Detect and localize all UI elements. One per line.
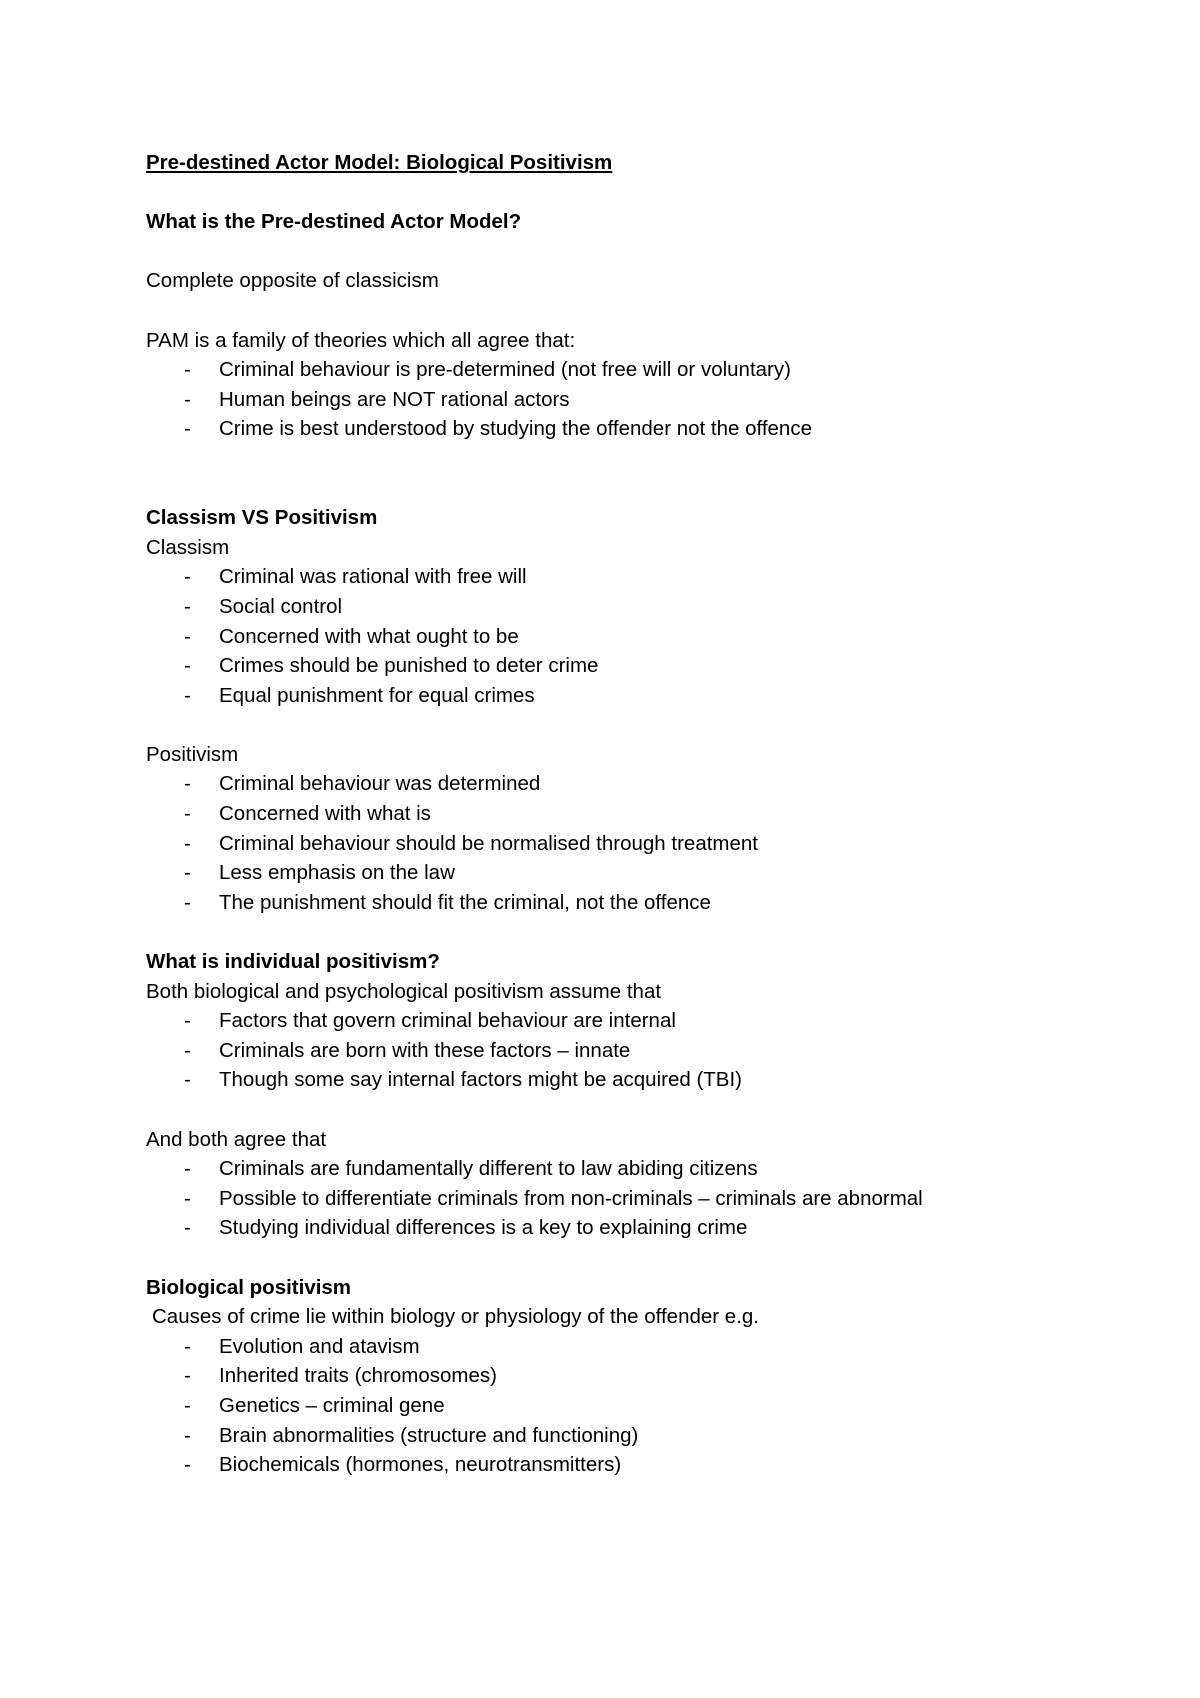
bullet-dash: - (184, 1157, 191, 1181)
list-item-text: Crimes should be punished to deter crime (219, 654, 599, 678)
biological-heading: Biological positivism (146, 1275, 352, 1299)
bullet-dash: - (184, 772, 191, 796)
list-item-text: Less emphasis on the law (219, 861, 455, 885)
bullet-dash: - (184, 683, 191, 707)
list-item (146, 1361, 1126, 1391)
list-item (146, 1213, 1126, 1243)
list-item (146, 1391, 1126, 1421)
positivism-bullet-list (146, 769, 1126, 917)
bullet-dash: - (184, 1068, 191, 1092)
list-item (146, 385, 1126, 415)
list-item-text: Brain abnormalities (structure and functioning) (219, 1423, 639, 1447)
list-item (146, 1006, 1126, 1036)
list-item-text: Biochemicals (hormones, neurotransmitters) (219, 1453, 622, 1477)
list-item-text: The punishment should fit the criminal, not the offence (219, 890, 711, 914)
bullet-dash: - (184, 1453, 191, 1477)
list-item-text: Possible to differentiate criminals from non-criminals – criminals are abnormal (219, 1186, 923, 1210)
list-item (146, 562, 1126, 592)
list-item-text: Factors that govern criminal behaviour are internal (219, 1009, 676, 1033)
list-item (146, 592, 1126, 622)
list-item-text: Criminal was rational with free will (219, 565, 527, 589)
biological-lead: Causes of crime lie within biology or physiology of the offender e.g. (152, 1305, 759, 1329)
bullet-dash: - (184, 624, 191, 648)
list-item-text: Though some say internal factors might be acquired (TBI) (219, 1068, 742, 1092)
list-item-text: Criminal behaviour should be normalised through treatment (219, 831, 758, 855)
document-body (146, 148, 1126, 1480)
bullet-dash: - (184, 1334, 191, 1358)
document-title: Pre-destined Actor Model: Biological Positivism (146, 151, 613, 174)
individual-heading: What is individual positivism? (146, 950, 440, 974)
list-item-text: Studying individual differences is a key to explaining crime (219, 1216, 748, 1240)
bullet-dash: - (184, 1423, 191, 1447)
biological-bullet-list (146, 1332, 1126, 1480)
list-item (146, 355, 1126, 385)
list-item (146, 651, 1126, 681)
list-item (146, 622, 1126, 652)
bullet-dash: - (184, 831, 191, 855)
positivism-label: Positivism (146, 742, 239, 766)
list-item (146, 1332, 1126, 1362)
list-item-text: Concerned with what ought to be (219, 624, 519, 648)
classism-bullet-list (146, 562, 1126, 710)
list-item (146, 1184, 1126, 1214)
bullet-dash: - (184, 802, 191, 826)
list-item-text: Crime is best understood by studying the offender not the offence (219, 417, 812, 441)
bullet-dash: - (184, 358, 191, 382)
list-item-text: Genetics – criminal gene (219, 1393, 445, 1417)
bullet-dash: - (184, 1393, 191, 1417)
pam-heading: What is the Pre-destined Actor Model? (146, 210, 522, 234)
list-item-text: Criminals are born with these factors – innate (219, 1038, 631, 1062)
list-item (146, 1036, 1126, 1066)
individual-lead-2: And both agree that (146, 1127, 327, 1151)
bullet-dash: - (184, 565, 191, 589)
list-item (146, 681, 1126, 711)
list-item-text: Criminals are fundamentally different to law abiding citizens (219, 1157, 758, 1181)
individual-lead: Both biological and psychological positivism assume that (146, 979, 662, 1003)
individual-bullet-list (146, 1006, 1126, 1095)
list-item-text: Concerned with what is (219, 802, 431, 826)
list-item (146, 769, 1126, 799)
bullet-dash: - (184, 1186, 191, 1210)
list-item (146, 1421, 1126, 1451)
list-item (146, 799, 1126, 829)
list-item (146, 1065, 1126, 1095)
pam-lead: PAM is a family of theories which all agree that: (146, 328, 576, 352)
bullet-dash: - (184, 594, 191, 618)
list-item (146, 414, 1126, 444)
bullet-dash: - (184, 890, 191, 914)
bullet-dash: - (184, 861, 191, 885)
list-item-text: Social control (219, 594, 343, 618)
individual-bullet-list-2 (146, 1154, 1126, 1243)
bullet-dash: - (184, 1038, 191, 1062)
bullet-dash: - (184, 417, 191, 441)
bullet-dash: - (184, 1364, 191, 1388)
list-item (146, 1154, 1126, 1184)
list-item-text: Equal punishment for equal crimes (219, 683, 535, 707)
list-item-text: Evolution and atavism (219, 1334, 420, 1358)
list-item (146, 1450, 1126, 1480)
list-item (146, 888, 1126, 918)
classism-label: Classism (146, 535, 230, 559)
list-item-text: Criminal behaviour is pre-determined (not free will or voluntary) (219, 358, 791, 382)
list-item-text: Human beings are NOT rational actors (219, 387, 570, 411)
bullet-dash: - (184, 1009, 191, 1033)
list-item (146, 858, 1126, 888)
list-item (146, 829, 1126, 859)
comparison-heading: Classism VS Positivism (146, 506, 378, 530)
pam-intro: Complete opposite of classicism (146, 269, 439, 293)
pam-bullet-list (146, 355, 1126, 444)
list-item-text: Criminal behaviour was determined (219, 772, 541, 796)
bullet-dash: - (184, 387, 191, 411)
bullet-dash: - (184, 654, 191, 678)
list-item-text: Inherited traits (chromosomes) (219, 1364, 497, 1388)
bullet-dash: - (184, 1216, 191, 1240)
